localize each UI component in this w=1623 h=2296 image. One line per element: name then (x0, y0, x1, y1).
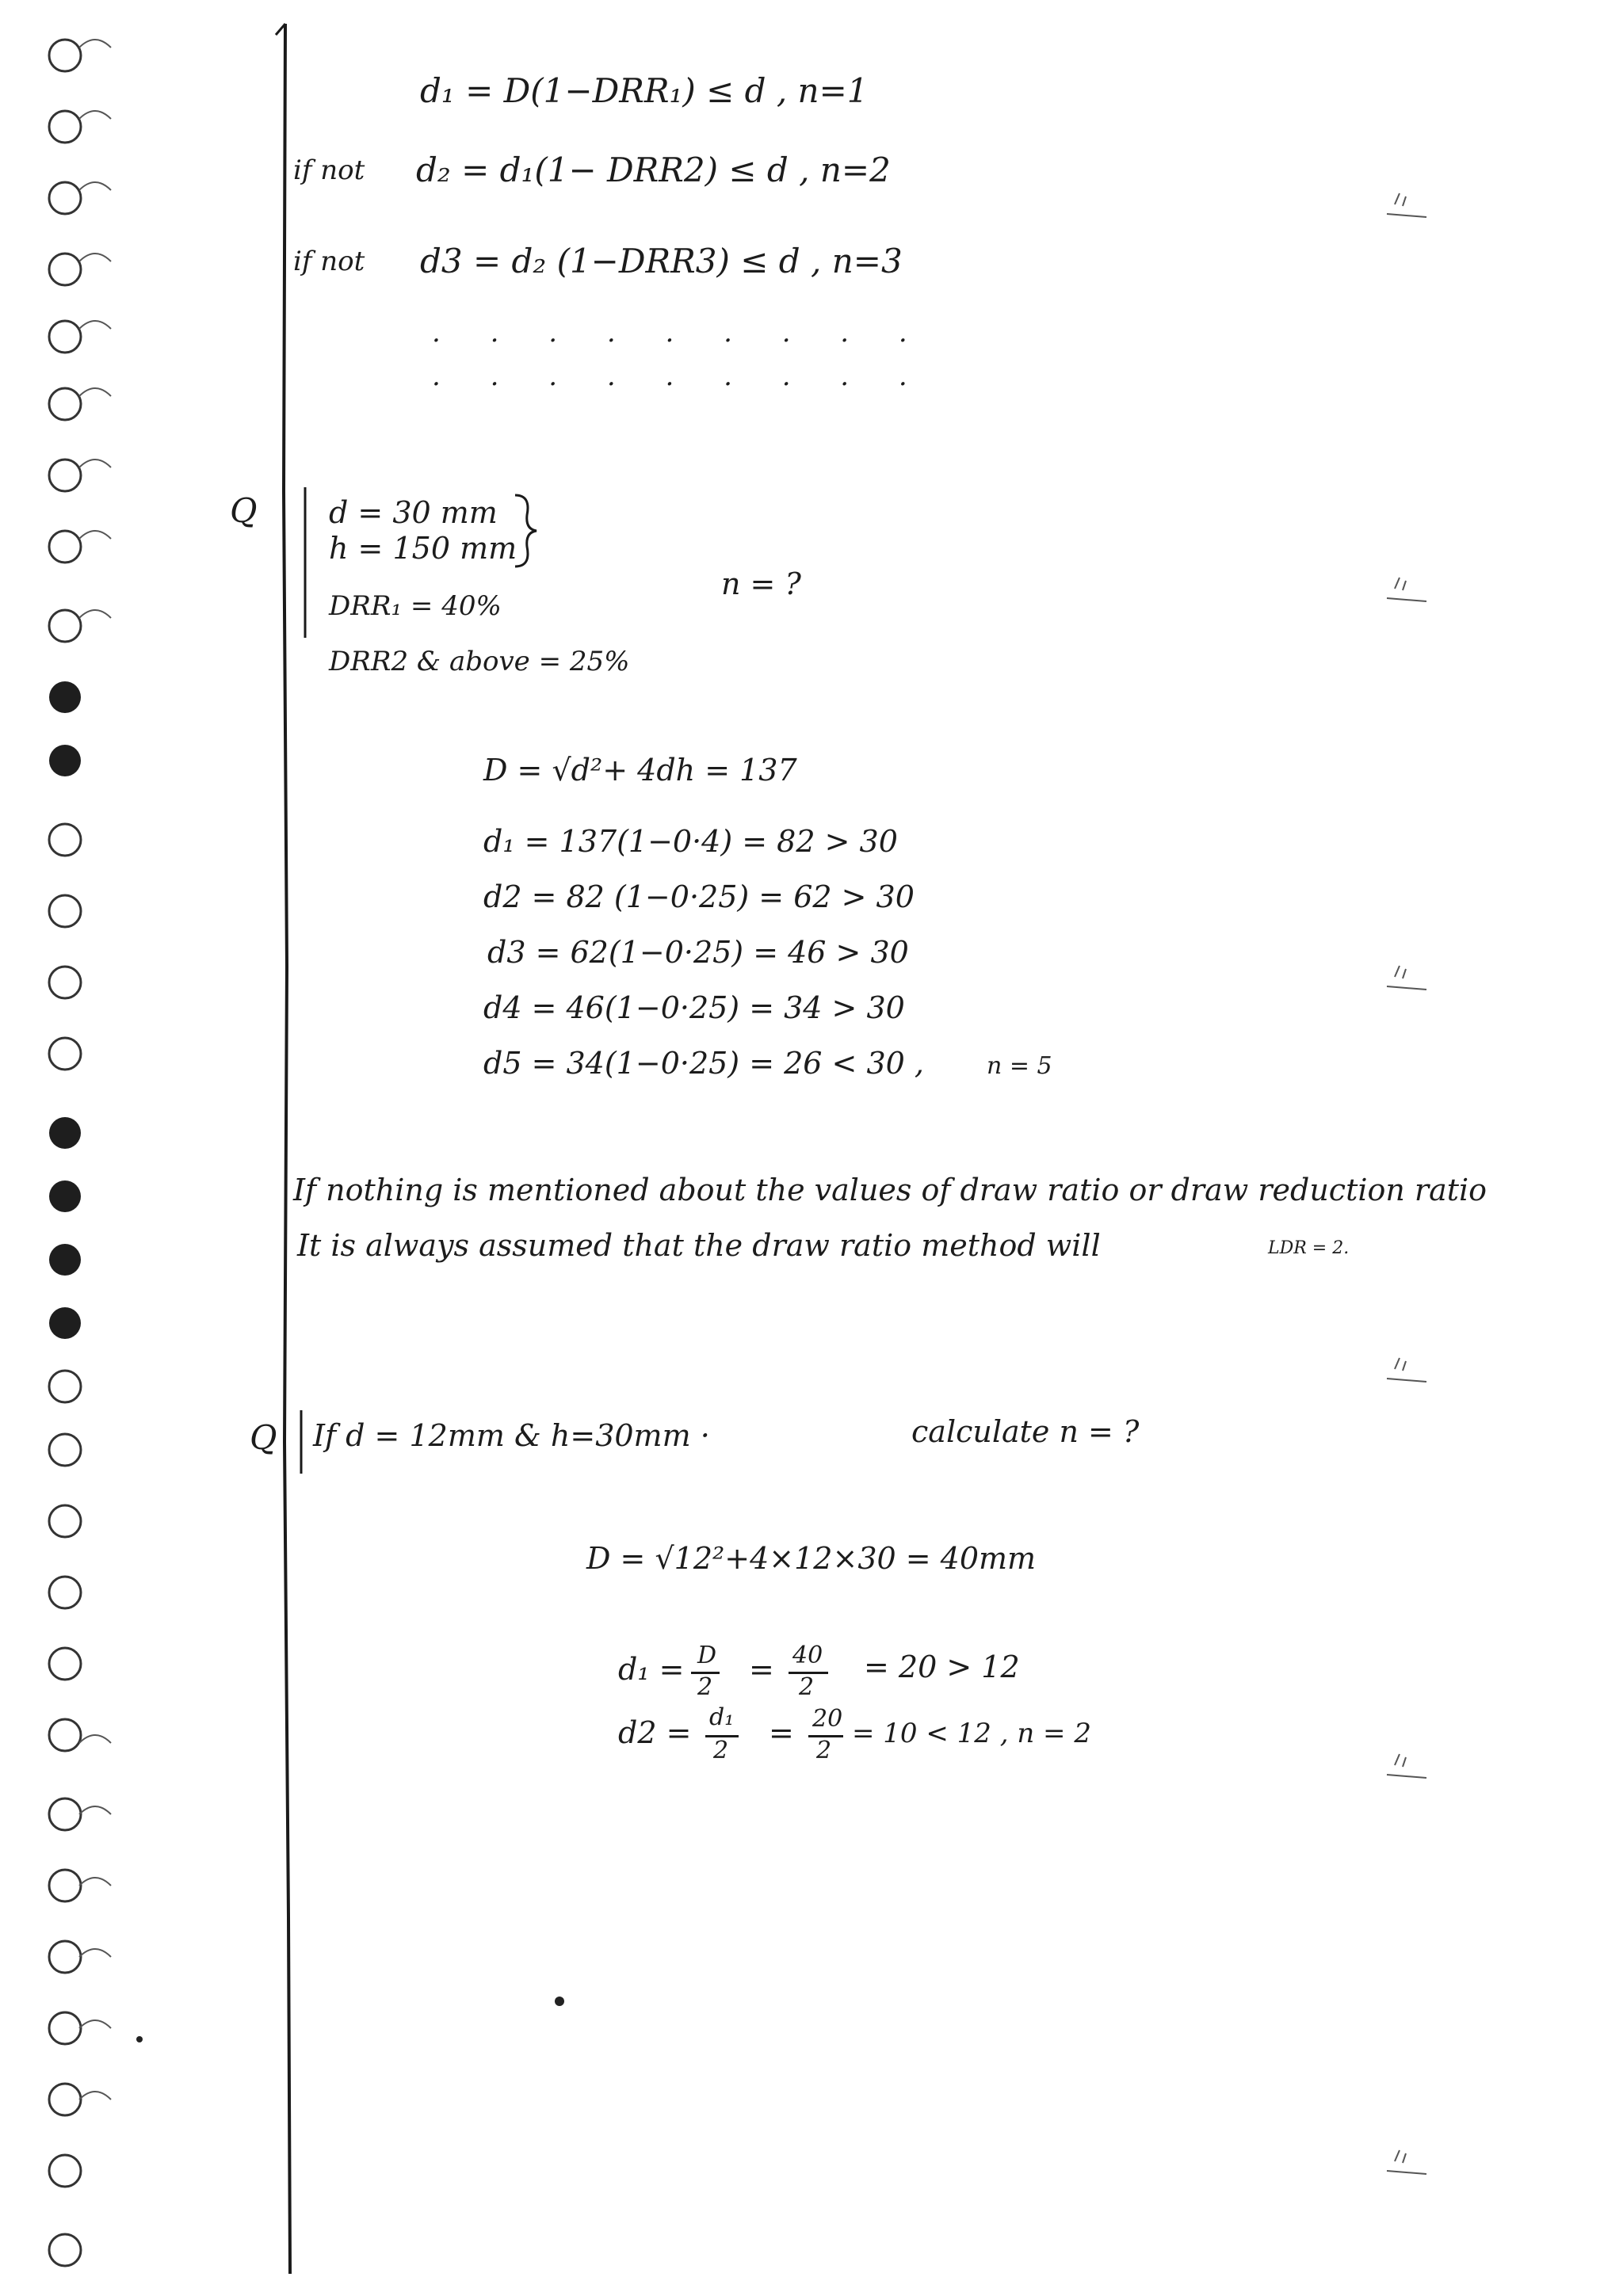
stray-dot (555, 1997, 564, 2006)
q2-d1-den1: 2 (697, 1673, 713, 1701)
derivation-if-not-2: if not (293, 246, 365, 277)
binding-wire (79, 2020, 111, 2028)
binding-ring (49, 1371, 81, 1402)
note-ldr: LDR = 2. (1268, 1238, 1350, 1258)
q2-d2-den1: 2 (713, 1737, 729, 1764)
q2-d1-num2: 40 (792, 1642, 823, 1669)
binding-ring (49, 1870, 81, 1901)
q2-box-bracket (293, 1410, 309, 1474)
derivation-if-not-1: if not (293, 154, 365, 186)
binding-wire (79, 1949, 111, 1957)
q2-d2-eq: = (769, 1715, 794, 1750)
binding-ring (49, 531, 81, 563)
q2-given: If d = 12mm & h=30mm · (313, 1418, 710, 1453)
binding-wire (79, 1735, 111, 1743)
binding-wire (79, 1806, 111, 1814)
binding-ring (49, 1798, 81, 1830)
q2-d2-num2: 20 (812, 1705, 843, 1733)
binding-ring (49, 460, 81, 491)
binding-hole (49, 1180, 81, 1212)
binding-ring (49, 2084, 81, 2115)
binding-wire (79, 182, 111, 190)
binding-wire (79, 321, 111, 329)
binding-ring (49, 40, 81, 71)
binding-ring (49, 182, 81, 214)
binding-hole (49, 1307, 81, 1339)
binding-wire (79, 2092, 111, 2100)
binding-wires (79, 40, 111, 2100)
q1-step-3: d3 = 62(1−0·25) = 46 > 30 (487, 935, 909, 970)
q1-label: Q (230, 491, 258, 530)
binding-wire (79, 1878, 111, 1886)
smudge (1387, 578, 1426, 601)
binding-ring (49, 1648, 81, 1680)
q2-d2-num1: d₁ (709, 1703, 735, 1731)
margin-stroke (284, 24, 290, 2274)
binding-wire (79, 610, 111, 618)
binding-ring (49, 1038, 81, 1070)
q2-d1-lhs: d₁ = (618, 1652, 685, 1687)
binding-ring (49, 2012, 81, 2044)
q1-step-1: d₁ = 137(1−0·4) = 82 > 30 (483, 824, 898, 859)
binding-ring (49, 254, 81, 285)
q2-d2-den2: 2 (816, 1737, 832, 1764)
q2-d2-rhs: = 10 < 12 , n = 2 (852, 1718, 1091, 1749)
binding-wire (79, 40, 111, 48)
derivation-line-3: d3 = d₂ (1−DRR3) ≤ d , n=3 (420, 242, 903, 280)
binding-ring (49, 1941, 81, 1973)
q1-unknown: n = ? (721, 566, 801, 601)
binding-ring (49, 2234, 81, 2266)
binding-wire (79, 111, 111, 119)
binding-wire (79, 460, 111, 467)
q1-result: n = 5 (987, 1052, 1052, 1080)
derivation-line-1: d₁ = D(1−DRR₁) ≤ d , n=1 (420, 71, 869, 110)
q2-d1-rhs: = 20 > 12 (864, 1650, 1020, 1684)
q1-brace (511, 491, 543, 570)
binding-ring (49, 1719, 81, 1751)
binding-ring (49, 111, 81, 143)
binding-rings (49, 40, 81, 2266)
q2-D-calc: D = √12²+4×12×30 = 40mm (586, 1541, 1037, 1576)
smudge (1387, 1754, 1426, 1778)
binding-ring (49, 895, 81, 927)
q1-box-bracket (297, 487, 313, 638)
note-line-2: It is always assumed that the draw ratio method will (297, 1228, 1101, 1263)
binding-hole (49, 1244, 81, 1276)
binding-ring (49, 967, 81, 998)
binding-wire (79, 254, 111, 261)
binding-wire (79, 531, 111, 539)
smudge (1387, 966, 1426, 990)
spiral-binding (0, 0, 151, 2296)
binding-wire (79, 388, 111, 396)
smudge (1387, 1358, 1426, 1382)
q1-drr1: DRR₁ = 40% (329, 590, 502, 622)
q1-step-2: d2 = 82 (1−0·25) = 62 > 30 (483, 879, 915, 914)
q2-d1-den2: 2 (799, 1673, 815, 1701)
derivation-dots-2: . . . . . . . . . (432, 360, 928, 392)
binding-hole (49, 745, 81, 776)
margin-line (269, 16, 317, 2282)
q1-brace-stroke (515, 495, 537, 566)
stray-dot (136, 2036, 143, 2042)
note-line-1: If nothing is mentioned about the values of draw ratio or draw reduction ratio (293, 1173, 1487, 1207)
binding-ring (49, 388, 81, 420)
q1-given-h: h = 150 mm (329, 531, 517, 566)
binding-hole (49, 681, 81, 713)
q1-drr2: DRR2 & above = 25% (329, 646, 630, 677)
binding-ring (49, 1434, 81, 1466)
q1-D-calc: D = √d²+ 4dh = 137 (483, 753, 797, 788)
q2-d2-lhs: d2 = (618, 1715, 692, 1750)
binding-ring (49, 610, 81, 642)
q1-step-5: d5 = 34(1−0·25) = 26 < 30 , (483, 1046, 924, 1081)
binding-ring (49, 1505, 81, 1537)
q2-label: Q (250, 1418, 277, 1457)
binding-hole (49, 1117, 81, 1149)
binding-ring (49, 824, 81, 856)
q2-ask: calculate n = ? (911, 1414, 1140, 1449)
derivation-line-2: d₂ = d₁(1− DRR2) ≤ d , n=2 (416, 151, 891, 189)
q1-given-d: d = 30 mm (329, 495, 498, 530)
q2-d1-num1: D (697, 1642, 717, 1669)
binding-ring (49, 1577, 81, 1608)
q2-d1-eq: = (749, 1652, 774, 1687)
binding-ring (49, 2155, 81, 2187)
derivation-dots-1: . . . . . . . . . (432, 317, 928, 349)
binding-holes-filled (49, 681, 81, 1339)
binding-ring (49, 321, 81, 353)
smudge (1387, 2150, 1426, 2174)
q1-step-4: d4 = 46(1−0·25) = 34 > 30 (483, 990, 905, 1025)
smudge (1387, 193, 1426, 217)
